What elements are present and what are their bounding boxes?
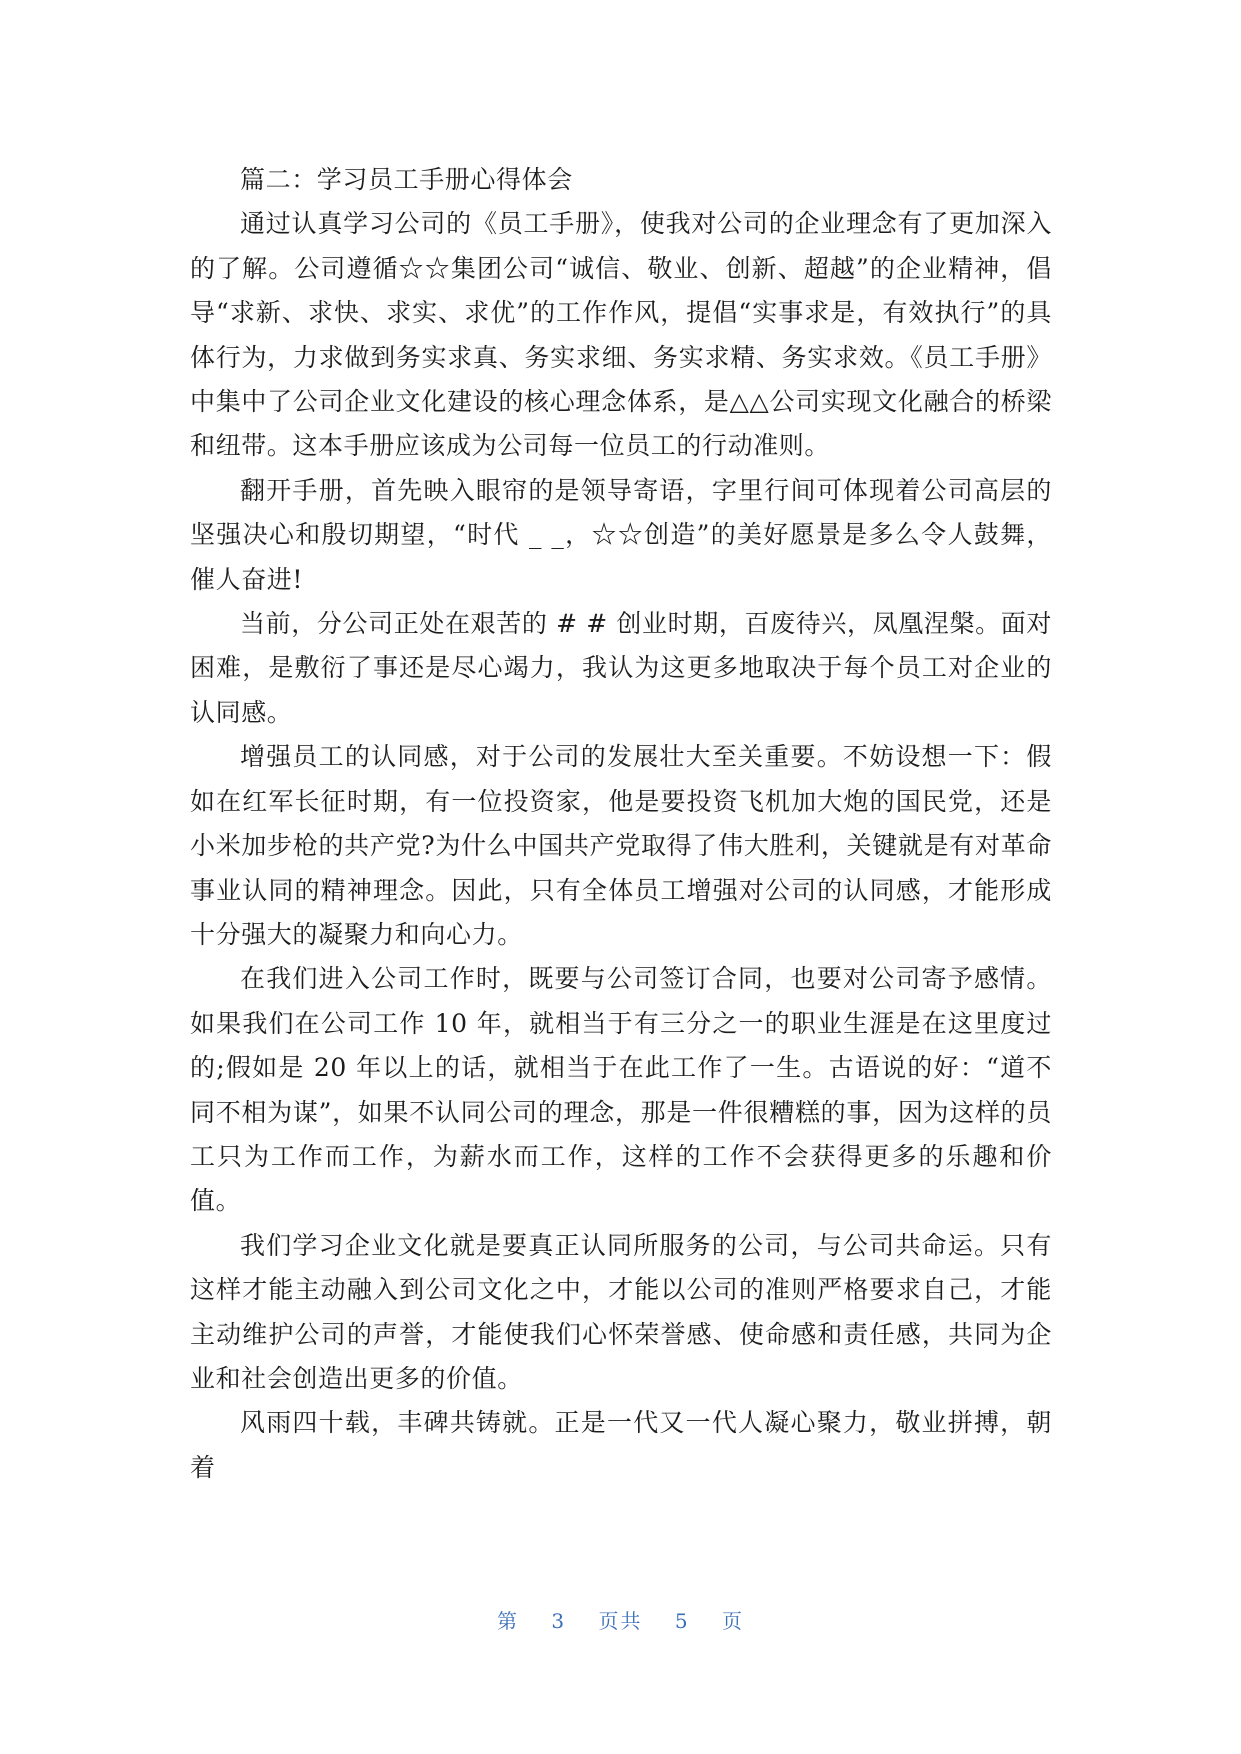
footer-middle: 页共 [598, 1609, 643, 1633]
paragraph-6: 我们学习企业文化就是要真正认同所服务的公司，与公司共命运。只有这样才能主动融入到公司文化之中，才能以公司的准则严格要求自己，才能主动维护公司的声誉，才能使我们心怀荣誉感、使命感和责任感，共同为企业和社会创造出更多的价值。 [190, 1230, 1052, 1393]
paragraph-5: 在我们进入公司工作时，既要与公司签订合同，也要对公司寄予感情。如果我们在公司工作 10 年，就相当于有三分之一的职业生涯是在这里度过的;假如是 20 年以上的话，就相当于在此工作了一生。古语说的好：“道不同不相为谋”，如果不认同公司的理念，那是一件很糟糕的事，因为这样的员工只为工作而工作，为薪水而工作，这样的工作不会获得更多的乐趣和价值。 [190, 964, 1052, 1216]
footer-suffix: 页 [721, 1609, 744, 1633]
footer-current-page: 3 [551, 1609, 567, 1633]
paragraph-7: 风雨四十载，丰碑共铸就。正是一代又一代人凝心聚力，敬业拼搏，朝着 [190, 1408, 1052, 1482]
paragraph-3: 当前，分公司正处在艰苦的 # # 创业时期，百废待兴，凤凰涅槃。面对困难，是敷衍了事还是尽心竭力，我认为这更多地取决于每个员工对企业的认同感。 [190, 609, 1052, 727]
footer-prefix: 第 [497, 1609, 520, 1633]
paragraph-1: 通过认真学习公司的《员工手册》，使我对公司的企业理念有了更加深入的了解。公司遵循☆☆集团公司“诚信、敬业、创新、超越”的企业精神，倡导“求新、求快、求实、求优”的工作作风，提倡“实事求是，有效执行”的具体行为，力求做到务实求真、务实求细、务实求精、务实求效。《员工手册》中集中了公司企业文化建设的核心理念体系，是△△公司实现文化融合的桥梁和纽带。这本手册应该成为公司每一位员工的行动准则。 [190, 209, 1052, 461]
paragraph-2: 翻开手册，首先映入眼帘的是领导寄语，字里行间可体现着公司高层的坚强决心和殷切期望，“时代 _ _，☆☆创造”的美好愿景是多么令人鼓舞，催人奋进! [190, 475, 1052, 594]
paragraph-4: 增强员工的认同感，对于公司的发展壮大至关重要。不妨设想一下：假如在红军长征时期，有一位投资家，他是要投资飞机加大炮的国民党，还是小米加步枪的共产党?为什么中国共产党取得了伟大胜利，关键就是有对革命事业认同的精神理念。因此，只有全体员工增强对公司的认同感，才能形成十分强大的凝聚力和向心力。 [190, 742, 1052, 949]
footer-total-pages: 5 [674, 1609, 690, 1633]
document-body [190, 158, 1052, 1490]
section-heading: 篇二：学习员工手册心得体会 [240, 165, 573, 194]
page-number-footer [0, 1605, 1241, 1634]
